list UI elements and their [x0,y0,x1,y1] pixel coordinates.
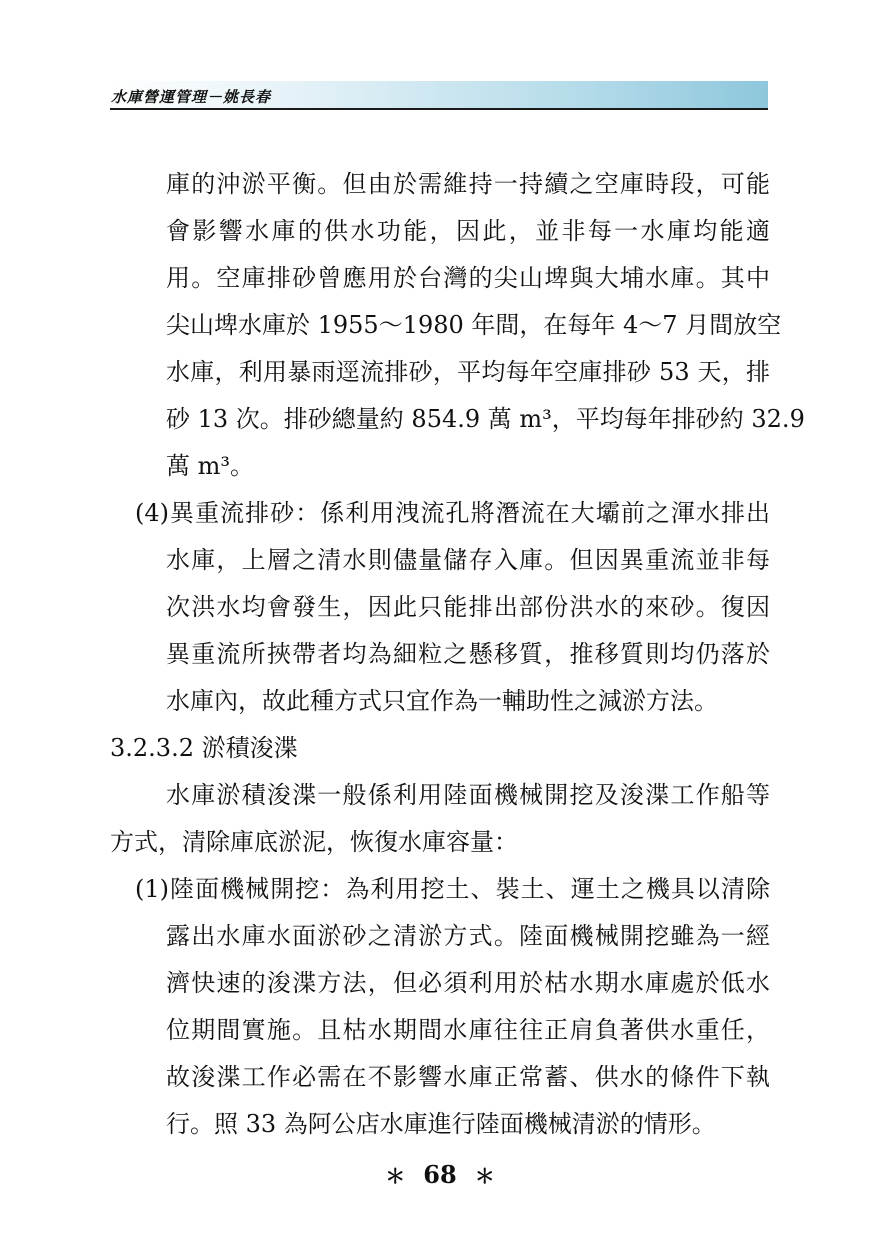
body-line: 水庫，上層之清水則儘量儲存入庫。但因異重流並非每 [166,546,770,574]
section-heading: 3.2.3.2 淤積浚渫 [110,734,298,762]
body-line: 庫的沖淤平衡。但由於需維持一持續之空庫時段，可能 [166,170,770,198]
body-line: 行。照 33 為阿公店水庫進行陸面機械清淤的情形。 [166,1110,716,1138]
body-line: 會影響水庫的供水功能，因此，並非每一水庫均能適 [166,217,770,245]
page-footer [0,1160,880,1189]
page-number: 68 [423,1160,457,1189]
list-item-1-first-line: (1)陸面機械開挖：為利用挖土、裝土、運土之機具以清除 [135,875,770,903]
body-line: 位期間實施。且枯水期間水庫往往正肩負著供水重任， [166,1016,770,1044]
header-rule [110,108,768,110]
body-line: 異重流所挾帶者均為細粒之懸移質，推移質則均仍落於 [166,640,770,668]
body-line: 萬 m³。 [166,452,255,480]
body-line: 濟快速的浚渫方法，但必須利用於枯水期水庫處於低水 [166,969,770,997]
body-line: 砂 13 次。排砂總量約 854.9 萬 m³，平均每年排砂約 32.9 [166,405,805,433]
body-line: 用。空庫排砂曾應用於台灣的尖山埤與大埔水庫。其中 [166,264,770,292]
body-line: 故浚渫工作必需在不影響水庫正常蓄、供水的條件下執 [166,1063,770,1091]
body-line: 次洪水均會發生，因此只能排出部份洪水的來砂。復因 [166,593,770,621]
body-line: 水庫內，故此種方式只宜作為一輔助性之減淤方法。 [166,687,718,715]
body-line: 尖山埤水庫於 1955～1980 年間，在每年 4～7 月間放空 [166,311,782,339]
list-item-4-first-line: (4)異重流排砂：係利用洩流孔將潛流在大壩前之渾水排出 [135,499,770,527]
star-ornament-right: ＊ [474,1164,495,1188]
body-line: 水庫淤積浚渫一般係利用陸面機械開挖及浚渫工作船等 [166,781,770,809]
star-ornament-left: ＊ [385,1164,406,1188]
running-header-title: 水庫營運管理－姚長春 [111,88,272,106]
body-line: 露出水庫水面淤砂之清淤方式。陸面機械開挖雖為一經 [166,922,770,950]
body-line: 方式，清除庫底淤泥，恢復水庫容量： [110,828,518,856]
body-line: 水庫，利用暴雨逕流排砂，平均每年空庫排砂 53 天，排 [166,358,770,386]
